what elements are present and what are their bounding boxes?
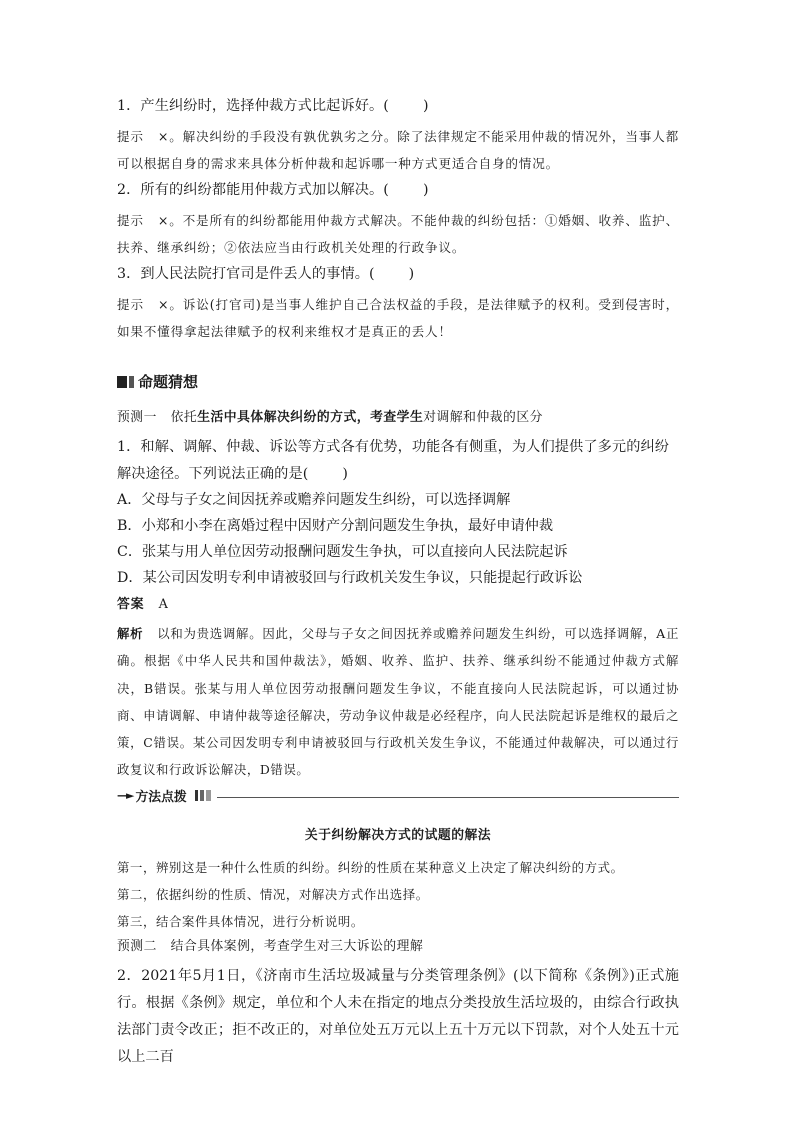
explanation-label: 解析 (117, 626, 144, 641)
option-c: C．张某与用人单位因劳动报酬问题发生争执，可以直接向人民法院起诉 (117, 544, 568, 560)
judgment-item (117, 264, 679, 345)
method-tips-bar (117, 786, 679, 806)
judgment-tip: 提示 ×。解决纠纷的手段没有孰优孰劣之分。除了法律规定不能采用仲裁的情况外，当事人都可以根据自身的需求来具体分析仲裁和起诉哪一种方式更适合自身的情况。 (117, 129, 679, 171)
section-title: 命题猜想 (138, 371, 198, 394)
judgment-tip: 提示 ×。诉讼(打官司)是当事人维护自己合法权益的手段，是法律赋予的权利。受到侵害时，如果不懂得拿起法律赋予的权利来维权才是真正的丢人！ (117, 297, 679, 339)
answer-line (117, 594, 679, 616)
answer-value: A (158, 597, 169, 612)
bars-decoration-icon (195, 790, 211, 801)
option-b: B．小郑和小李在离婚过程中因财产分割问题发生争执，最好申请仲裁 (117, 518, 554, 534)
prediction-label: 预测一 (117, 410, 157, 425)
method-step: 第一，辨别这是一种什么性质的纠纷。纠纷的性质在某种意义上决定了解决纠纷的方式。 (117, 859, 624, 875)
option-d: D．某公司因发明专利申请被驳回与行政机关发生争议，只能提起行政诉讼 (117, 570, 583, 586)
prediction-heading: 预测二 结合具体案例，考查学生对三大诉讼的理解 (117, 938, 424, 954)
options-list (117, 490, 679, 589)
method-label: 方法点拨 (135, 790, 187, 806)
tip-label: 提示 (117, 213, 144, 228)
judgment-tip: 提示 ×。不是所有的纠纷都能用仲裁方式解决。不能仲裁的纠纷包括：①婚姻、收养、监护、扶养、继承纠纷；②依法应当由行政机关处理的行政争议。 (117, 213, 679, 255)
judgment-item (117, 96, 679, 177)
judgment-question: 3．到人民法院打官司是件丢人的事情。( ) (117, 266, 415, 282)
answer-label: 答案 (117, 597, 145, 612)
section-header (117, 371, 679, 393)
judgment-item (117, 180, 679, 261)
tip-label: 提示 (117, 129, 144, 144)
prediction-question: 1．和解、调解、仲裁、诉讼等方式各有优势，功能各有侧重，为人们提供了多元的纠纷解决途径。下列说法正确的是( ) (117, 439, 670, 482)
section-marker-icon (117, 376, 127, 388)
method-step: 第三，结合案件具体情况，进行分析说明。 (117, 913, 364, 929)
option-a: A．父母与子女之间因抚养或赡养问题发生纠纷，可以选择调解 (117, 492, 511, 508)
prediction-label: 预测二 (117, 938, 157, 954)
prediction-heading: 预测一 依托生活中具体解决纠纷的方式，考查学生对调解和仲裁的区分 (117, 410, 543, 425)
section-marker-small-icon (129, 376, 134, 388)
prediction-question: 2．2021年5月1日，《济南市生活垃圾减量与分类管理条例》(以下简称《条例》)正式施行。根据《条例》规定，单位和个人未在指定的地点分类投放生活垃圾的，由综合行政执法部门责令改正；拒不改正的，对单位处五万元以上五十万元以下罚款，对个人处五十元以上二百 (117, 967, 679, 1065)
document-page (117, 96, 679, 1071)
arrow-right-icon: —► (117, 789, 133, 803)
judgment-question: 2．所有的纠纷都能用仲裁方式加以解决。( ) (117, 182, 429, 198)
judgment-question: 1．产生纠纷时，选择仲裁方式比起诉好。( ) (117, 98, 429, 114)
method-step: 第二，依据纠纷的性质、情况，对解决方式作出选择。 (117, 886, 429, 902)
method-title: 关于纠纷解决方式的试题的解法 (304, 827, 492, 843)
explanation: 解析 以和为贵选调解。因此，父母与子女之间因抚养或赡养问题发生纠纷，可以选择调解，A正确。根据《中华人民共和国仲裁法》，婚姻、收养、监护、扶养、继承纠纷不能通过仲裁方式解决，B错误。张某与用人单位因劳动报酬问题发生争议，不能直接向人民法院起诉，可以通过协商、申请调解、申请仲裁等途径解决，劳动争议仲裁是必经程序，向人民法院起诉是维权的最后之策，C错误。某公司因发明专利申请被驳回与行政机关发生争议，不能通过仲裁解决，可以通过行政复议和行政诉讼解决，D错误。 (117, 626, 679, 778)
tip-label: 提示 (117, 297, 144, 312)
